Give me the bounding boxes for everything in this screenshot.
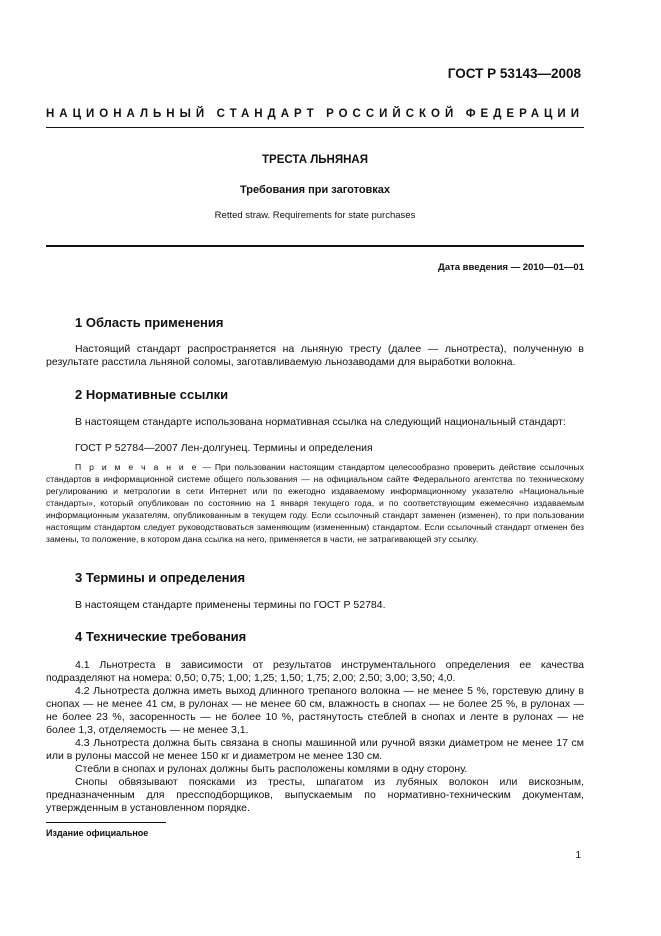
note-text: — При пользовании настоящим стандартом целесообразно проверить действие ссылочных стандартов в информационной системе общего пользования — на официальном сайте Федерального агентства по техническому регулированию и метрологии в сети Интернет или по ежегодно издаваемому информационному указателю «Национальные стандарты», который опубликован по состоянию на 1 января текущего года, и по соответствующим ежемесячно издаваемым информационным указателям, опубликованным в текущем году. Если ссылочный стандарт заменен (изменен), то при пользовании настоящим стандартом следует руководствоваться заменяющим (измененным) стандартом. Если ссылочный стандарт отменен без замены, то положение, в котором дана ссылка на него, применяется в части, не затрагивающей эту ссылку.	[46, 462, 585, 544]
note-label: П р и м е ч а н и е	[75, 462, 199, 472]
section-4-p2: 4.2 Льнотреста должна иметь выход длинного трепаного волокна — не менее 5 %, горстевую длину в снопах — не менее 41 см, в рулонах — не менее 60 см, влажность в снопах — не более 25 %, в рулонах — не более 23 %, засоренность — не более 10 %, растянутость стеблей в снопах и ленте в рулонах — не более 1,3, отделяемость — не менее 3,1.	[46, 685, 584, 736]
section-2-heading: 2 Нормативные ссылки	[75, 387, 229, 402]
header-rule	[46, 127, 584, 128]
banner-word: РОССИЙСКОЙ	[326, 108, 459, 120]
banner-word: ФЕДЕРАЦИИ	[465, 108, 584, 120]
intro-date: Дата введения — 2010—01—01	[438, 262, 584, 273]
title-rule	[46, 245, 584, 247]
edition-label: Издание официальное	[46, 828, 149, 838]
section-4-p3: 4.3 Льнотреста должна быть связана в снопы машинной или ручной вязки диаметром не менее 17 см или в рулоны массой не менее 150 кг и диаметром не менее 130 см.	[46, 737, 584, 762]
section-2-text: В настоящем стандарте использована нормативная ссылка на следующий национальный стандарт:	[75, 416, 566, 428]
section-2-note	[46, 461, 584, 545]
page-number: 1	[575, 850, 581, 861]
section-3-text: В настоящем стандарте применены термины по ГОСТ Р 52784.	[75, 599, 386, 611]
footer-rule	[46, 822, 166, 823]
english-title: Retted straw. Requirements for state purchases	[214, 210, 416, 221]
banner-word: НАЦИОНАЛЬНЫЙ	[46, 108, 210, 120]
section-3-heading: 3 Термины и определения	[75, 570, 246, 585]
section-1-text: Настоящий стандарт распространяется на льняную тресту (далее — льнотреста), полученную в результате расстила льняной соломы, заготавливаемую льнозаводами для выработки волокна.	[46, 343, 584, 368]
national-standard-banner	[46, 108, 584, 120]
section-4-heading: 4 Технические требования	[75, 629, 247, 644]
document-code: ГОСТ Р 53143—2008	[447, 66, 581, 81]
section-4-p1: 4.1 Льнотреста в зависимости от результатов инструментального определения ее качества подразделяют на номера: 0,50; 0,75; 1,00; 1,25; 1,50; 1,75; 2,00; 2,50; 3,00; 3,50; 4,0.	[46, 659, 584, 684]
banner-word: СТАНДАРТ	[216, 108, 319, 120]
section-4-p4: Стебли в снопах и рулонах должны быть расположены комлями в одну сторону.	[75, 763, 468, 775]
document-subtitle: Требования при заготовках	[239, 184, 391, 196]
document-title: ТРЕСТА ЛЬНЯНАЯ	[262, 154, 368, 166]
section-1-heading: 1 Область применения	[75, 315, 224, 330]
normative-reference: ГОСТ Р 52784—2007 Лен-долгунец. Термины и определения	[75, 442, 373, 454]
section-4-p5: Снопы обвязывают поясками из тресты, шпагатом из лубяных волокон или вискозным, предназначенным для прессподборщиков, выпускаемым по нормативно-техническим документам, утвержденным в установленном порядке.	[46, 776, 584, 814]
